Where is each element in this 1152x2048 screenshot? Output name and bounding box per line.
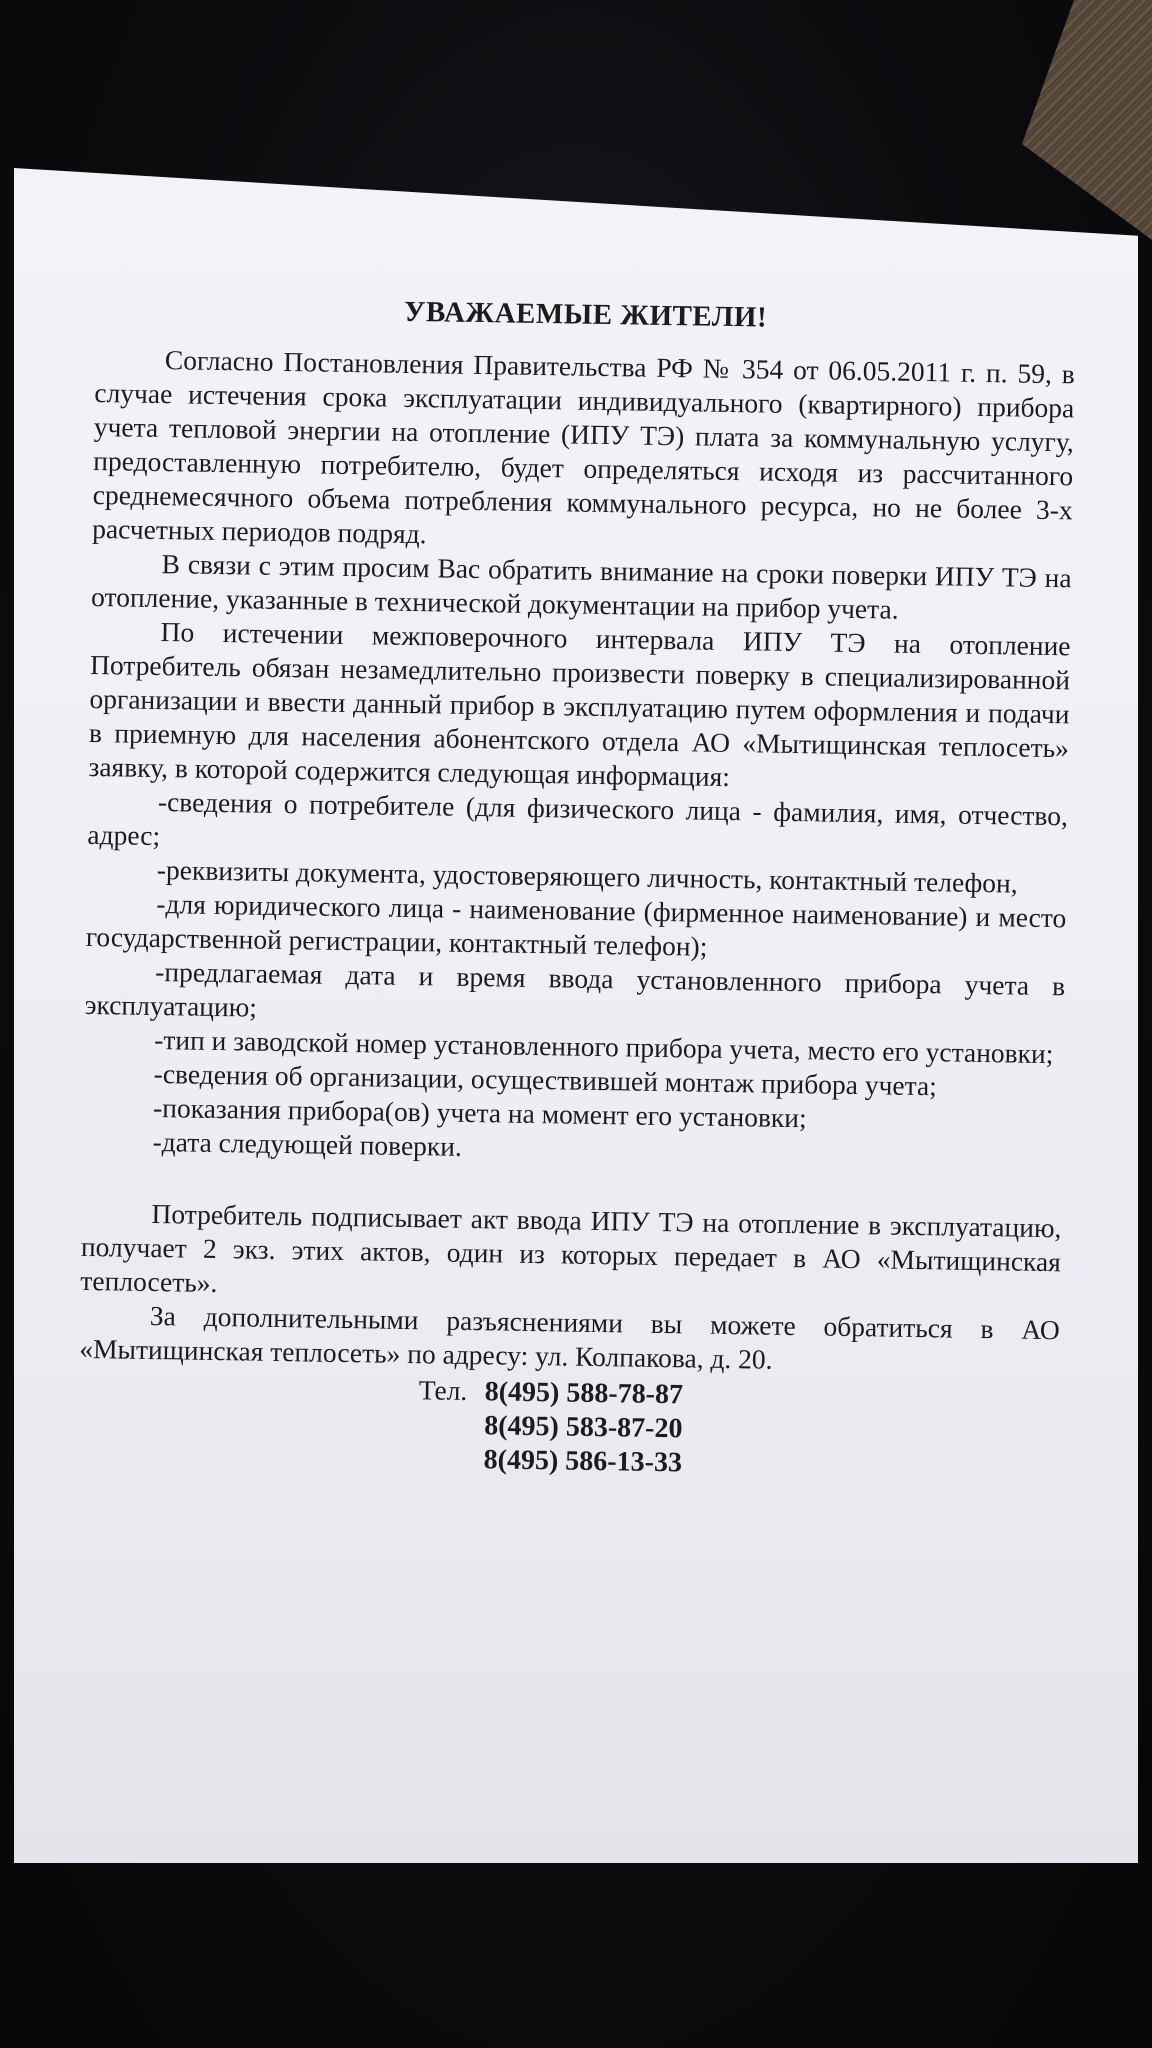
- phone-number: 8(495) 586-13-33: [483, 1444, 683, 1479]
- phone-number: 8(495) 588-78-87: [484, 1376, 684, 1411]
- list-item: -сведения об организации, осуществившей монтаж прибора учета;: [153, 1058, 938, 1102]
- background-fabric: [1022, 0, 1152, 240]
- phone-number: 8(495) 583-87-20: [483, 1410, 683, 1445]
- list-item: -показания прибора(ов) учета на момент его установки;: [152, 1092, 807, 1134]
- list-item: -реквизиты документа, удостоверяющего личность, контактный телефон,: [156, 854, 1018, 899]
- paragraph-consumer-obligation: По истечении межповерочного интервала ИПУ ТЭ на отопление Потребитель обязан незамедлительно произвести поверку в специализированной организации и ввести данный прибор в эксплуатацию путем оформления и подачи в приемную для населения абонентского отдела АО «Мытищинская теплосеть» заявку, в которой содержится следующая информация:: [88, 616, 1071, 793]
- paragraph-regulation: Согласно Постановления Правительства РФ № 354 от 06.05.2011 г. п. 59, в случае истечения срока эксплуатации индивидуального (квартирного) прибора учета тепловой энергии на отопление (ИПУ ТЭ) плата за коммунальную услугу, предоставленную потребителю, будет определяться исходя из рассчитанного среднемесячного объема потребления коммунального ресурса, но не более 3-х расчетных периодов подряд.: [92, 344, 1076, 550]
- list-item: -тип и заводской номер установленного прибора учета, место его установки;: [153, 1024, 1054, 1070]
- list-item: -предлагаемая дата и время ввода установленного прибора учета в эксплуатацию;: [84, 956, 1066, 1023]
- list-item: -сведения о потребителе (для физического лица - фамилия, имя, отчество, адрес;: [87, 786, 1069, 852]
- paragraph-contact-address: За дополнительными разъяснениями вы можете обратиться в АО «Мытищинская теплосеть» по адресу: ул. Колпакова, д. 20.: [79, 1299, 1061, 1375]
- notice-title: УВАЖАЕМЫЕ ЖИТЕЛИ!: [403, 295, 768, 334]
- phone-label: Тел.: [418, 1374, 468, 1406]
- list-item: -дата следующей поверки.: [152, 1125, 463, 1162]
- list-item: -для юридического лица - наименование (фирменное наименование) и место государственной регистрации, контактный телефон);: [85, 888, 1067, 962]
- paragraph-verification-dates: В связи с этим просим Вас обратить внимание на сроки поверки ИПУ ТЭ на отопление, указанные в технической документации на прибор учета.: [90, 548, 1072, 625]
- notice-content: [77, 290, 1075, 1485]
- paragraph-act-signing: Потребитель подписывает акт ввода ИПУ ТЭ на отопление в эксплуатацию, получает 2 экз. этих актов, один из которых передает в АО «Мытищинская теплосеть».: [80, 1197, 1062, 1299]
- phone-block: [77, 1368, 1058, 1485]
